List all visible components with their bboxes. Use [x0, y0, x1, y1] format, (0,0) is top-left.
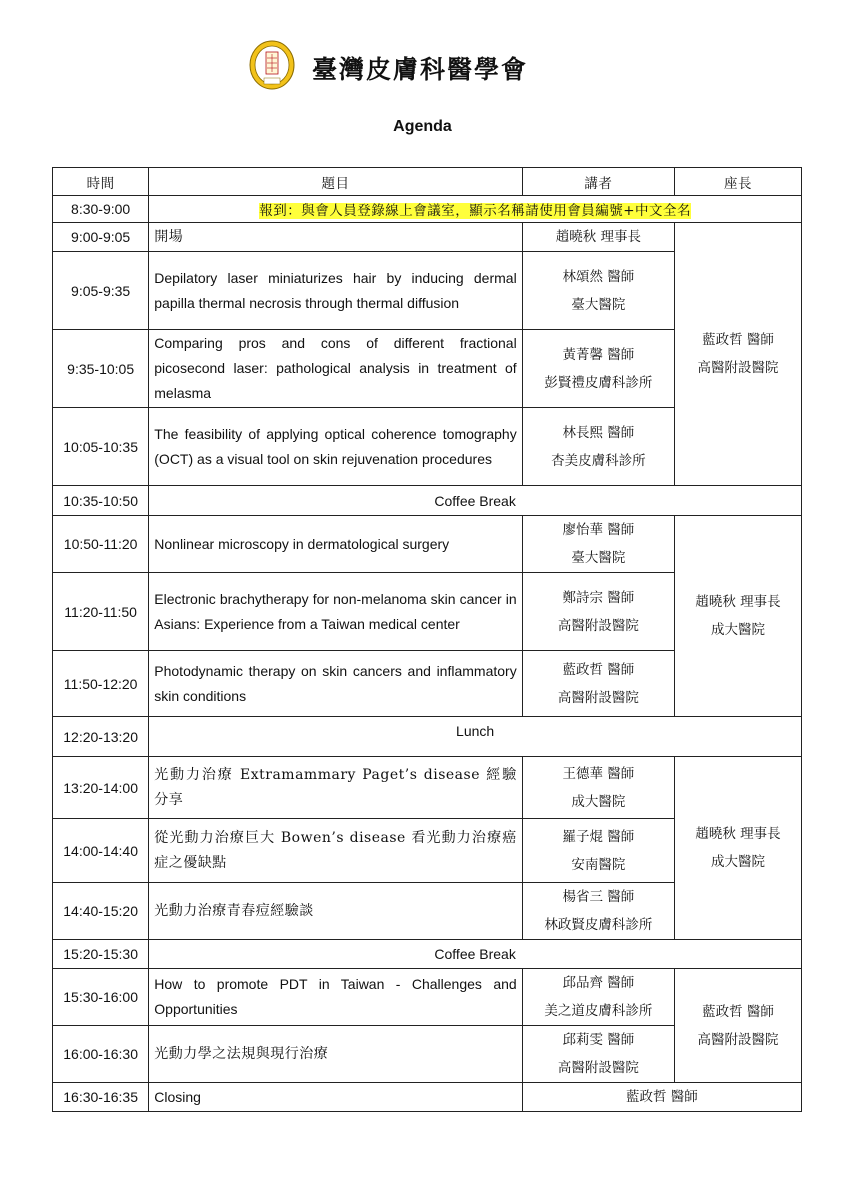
chair-cell — [675, 969, 802, 1083]
chair-org: 成大醫院 — [711, 622, 766, 638]
header-time: 時間 — [53, 168, 149, 196]
agenda-title: Agenda — [393, 118, 452, 135]
break-cell: Coffee Break — [149, 940, 802, 969]
registration-notice: 報到：與會人員登錄線上會議室，顯示名稱請使用會員編號+中文全名 — [259, 203, 692, 219]
header-topic: 題目 — [149, 168, 522, 196]
speaker-cell — [522, 651, 674, 717]
speaker-cell — [522, 252, 674, 330]
speaker-name: 邱莉雯 醫師 — [562, 1032, 635, 1048]
speaker-name: 黃菁馨 醫師 — [562, 346, 635, 363]
speaker-cell — [522, 573, 674, 651]
society-name: 臺灣皮膚科醫學會 — [312, 55, 529, 84]
speaker-org: 臺大醫院 — [571, 550, 626, 566]
table-row — [53, 223, 802, 252]
topic-cell: 開場 — [149, 223, 522, 252]
speaker-org: 林政賢皮膚科診所 — [544, 917, 653, 933]
topic-cell: Comparing pros and cons of different fractional picosecond laser: pathological analysis in treatment of melasma — [149, 330, 522, 408]
document-header — [0, 36, 845, 96]
speaker-cell — [522, 1026, 674, 1083]
speaker-cell — [522, 757, 674, 819]
speaker-org: 安南醫院 — [571, 856, 626, 873]
registration-cell — [149, 196, 802, 223]
speaker-org: 彭賢禮皮膚科診所 — [544, 374, 653, 391]
speaker-org: 美之道皮膚科診所 — [544, 1003, 653, 1019]
lunch-cell: Lunch — [149, 717, 802, 757]
table-row — [53, 516, 802, 573]
speaker-name: 邱品齊 醫師 — [562, 975, 635, 991]
chair-name: 趙曉秋 理事長 — [695, 594, 781, 610]
time-cell: 12:20-13:20 — [53, 717, 149, 757]
time-cell: 15:30-16:00 — [53, 969, 149, 1026]
topic-cell: 光動力治療 Extramammary Paget’s disease 經驗分享 — [149, 757, 522, 819]
topic-cell: 光動力學之法規與現行治療 — [149, 1026, 522, 1083]
time-cell: 8:30-9:00 — [53, 196, 149, 223]
table-row — [53, 969, 802, 1026]
chair-name: 藍政哲 醫師 — [702, 1003, 774, 1020]
header-speaker: 講者 — [522, 168, 674, 196]
time-cell: 9:35-10:05 — [53, 330, 149, 408]
break-cell: Coffee Break — [149, 486, 802, 516]
table-row — [53, 940, 802, 969]
agenda-table — [52, 167, 802, 1112]
speaker-cell — [522, 408, 674, 486]
time-cell: 9:05-9:35 — [53, 252, 149, 330]
time-cell: 16:00-16:30 — [53, 1026, 149, 1083]
table-row — [53, 717, 802, 757]
chair-org: 高醫附設醫院 — [697, 1031, 779, 1048]
header-row — [53, 168, 802, 196]
topic-cell: Depilatory laser miniaturizes hair by inducing dermal papilla thermal necrosis through thermal diffusion — [149, 252, 522, 330]
time-cell: 13:20-14:00 — [53, 757, 149, 819]
speaker-name: 鄭詩宗 醫師 — [562, 589, 635, 606]
time-cell: 10:35-10:50 — [53, 486, 149, 516]
time-cell: 10:05-10:35 — [53, 408, 149, 486]
association-logo — [249, 40, 295, 90]
time-cell: 11:50-12:20 — [53, 651, 149, 717]
speaker-name: 林頌然 醫師 — [562, 268, 635, 285]
speaker-org: 杏美皮膚科診所 — [551, 452, 646, 469]
speaker-cell — [522, 516, 674, 573]
speaker-org: 高醫附設醫院 — [557, 689, 639, 706]
topic-cell: How to promote PDT in Taiwan - Challenges and Opportunities — [149, 969, 522, 1026]
chair-org: 高醫附設醫院 — [697, 360, 779, 376]
speaker-cell — [522, 330, 674, 408]
header-chair: 座長 — [675, 168, 802, 196]
topic-cell: 從光動力治療巨大 Bowen’s disease 看光動力治療癌症之優缺點 — [149, 819, 522, 883]
table-row — [53, 757, 802, 819]
chair-cell — [675, 223, 802, 486]
table-row — [53, 196, 802, 223]
topic-cell: Nonlinear microscopy in dermatological surgery — [149, 516, 522, 573]
table-row — [53, 1083, 802, 1112]
speaker-org: 成大醫院 — [571, 793, 626, 810]
time-cell: 15:20-15:30 — [53, 940, 149, 969]
topic-cell: Electronic brachytherapy for non-melanoma skin cancer in Asians: Experience from a Taiwan medical center — [149, 573, 522, 651]
time-cell: 14:40-15:20 — [53, 883, 149, 940]
speaker-name: 廖怡華 醫師 — [562, 522, 635, 538]
chair-cell — [675, 516, 802, 717]
speaker-cell: 趙曉秋 理事長 — [522, 223, 674, 252]
chair-cell — [675, 757, 802, 940]
speaker-name: 楊省三 醫師 — [562, 889, 635, 905]
topic-cell: Photodynamic therapy on skin cancers and inflammatory skin conditions — [149, 651, 522, 717]
speaker-name: 羅子焜 醫師 — [562, 828, 635, 845]
speaker-name: 王德華 醫師 — [562, 765, 635, 782]
time-cell: 9:00-9:05 — [53, 223, 149, 252]
time-cell: 16:30-16:35 — [53, 1083, 149, 1112]
speaker-cell: 藍政哲 醫師 — [522, 1083, 801, 1112]
topic-cell: 光動力治療青春痘經驗談 — [149, 883, 522, 940]
speaker-cell — [522, 819, 674, 883]
topic-cell: The feasibility of applying optical coherence tomography (OCT) as a visual tool on skin rejuvenation procedures — [149, 408, 522, 486]
speaker-org: 臺大醫院 — [571, 296, 626, 313]
speaker-cell — [522, 883, 674, 940]
speaker-org: 高醫附設醫院 — [557, 617, 639, 634]
speaker-name: 藍政哲 醫師 — [562, 661, 635, 678]
speaker-cell — [522, 969, 674, 1026]
time-cell: 11:20-11:50 — [53, 573, 149, 651]
time-cell: 10:50-11:20 — [53, 516, 149, 573]
chair-org: 成大醫院 — [711, 854, 766, 870]
chair-name: 藍政哲 醫師 — [702, 332, 774, 348]
table-row — [53, 486, 802, 516]
time-cell: 14:00-14:40 — [53, 819, 149, 883]
chair-name: 趙曉秋 理事長 — [695, 826, 781, 842]
speaker-name: 林長熙 醫師 — [562, 424, 635, 441]
topic-cell: Closing — [149, 1083, 522, 1112]
speaker-org: 高醫附設醫院 — [557, 1060, 639, 1076]
